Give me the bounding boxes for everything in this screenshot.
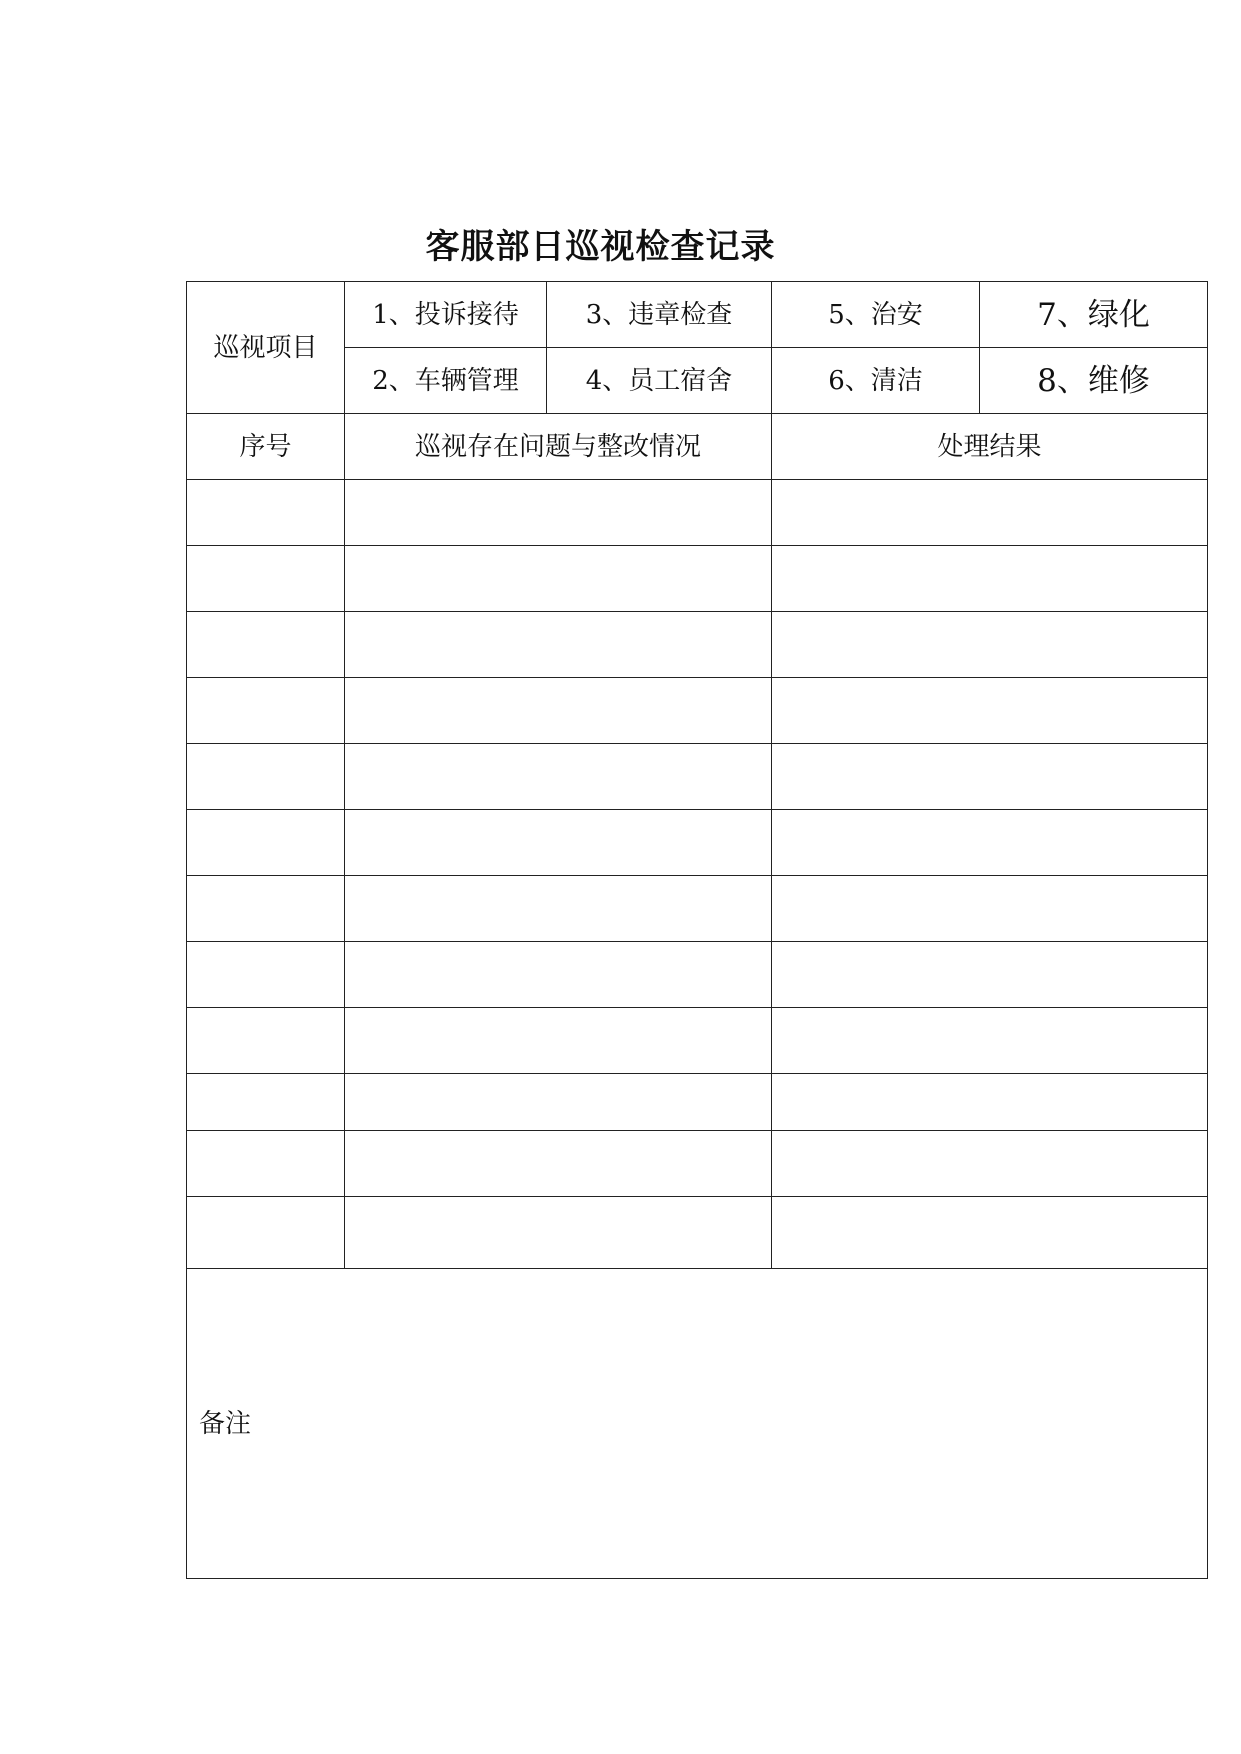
record-result-cell[interactable] [772, 1131, 1208, 1197]
patrol-item-cleaning: 6、清洁 [772, 348, 980, 414]
table-row [187, 546, 1208, 612]
table-row [187, 942, 1208, 1008]
record-issues-cell[interactable] [345, 810, 772, 876]
column-header-result: 处理结果 [772, 414, 1208, 480]
patrol-items-row-1 [187, 282, 1208, 348]
table-row [187, 810, 1208, 876]
record-number-cell[interactable] [187, 1131, 345, 1197]
record-result-cell[interactable] [772, 744, 1208, 810]
record-issues-cell[interactable] [345, 678, 772, 744]
record-issues-cell[interactable] [345, 1131, 772, 1197]
table-row [187, 1008, 1208, 1074]
patrol-item-staff-dormitory: 4、员工宿舍 [547, 348, 772, 414]
record-number-cell[interactable] [187, 546, 345, 612]
patrol-items-label: 巡视项目 [187, 282, 345, 414]
remarks-row [187, 1269, 1208, 1579]
record-result-cell[interactable] [772, 1197, 1208, 1269]
patrol-item-security: 5、治安 [772, 282, 980, 348]
record-issues-cell[interactable] [345, 942, 772, 1008]
table-row [187, 1074, 1208, 1131]
table-row [187, 1197, 1208, 1269]
table-row [187, 678, 1208, 744]
record-result-cell[interactable] [772, 942, 1208, 1008]
record-result-cell[interactable] [772, 810, 1208, 876]
record-number-cell[interactable] [187, 942, 345, 1008]
patrol-item-violation-inspection: 3、违章检查 [547, 282, 772, 348]
remarks-label: 备注 [199, 1408, 252, 1439]
record-result-cell[interactable] [772, 678, 1208, 744]
record-number-cell[interactable] [187, 1197, 345, 1269]
table-row [187, 612, 1208, 678]
record-result-cell[interactable] [772, 1074, 1208, 1131]
table-row [187, 744, 1208, 810]
column-header-number: 序号 [187, 414, 345, 480]
record-number-cell[interactable] [187, 744, 345, 810]
patrol-item-greening: 7、绿化 [980, 282, 1208, 348]
record-result-cell[interactable] [772, 480, 1208, 546]
record-issues-cell[interactable] [345, 612, 772, 678]
table-header-row [187, 414, 1208, 480]
record-number-cell[interactable] [187, 1008, 345, 1074]
record-issues-cell[interactable] [345, 744, 772, 810]
patrol-item-vehicle-management: 2、车辆管理 [345, 348, 547, 414]
record-result-cell[interactable] [772, 546, 1208, 612]
record-number-cell[interactable] [187, 1074, 345, 1131]
patrol-item-complaint-reception: 1、投诉接待 [345, 282, 547, 348]
page-title: 客服部日巡视检查记录 [425, 227, 776, 267]
patrol-item-maintenance: 8、维修 [980, 348, 1208, 414]
record-number-cell[interactable] [187, 810, 345, 876]
table-row [187, 1131, 1208, 1197]
record-number-cell[interactable] [187, 678, 345, 744]
record-issues-cell[interactable] [345, 1074, 772, 1131]
record-number-cell[interactable] [187, 612, 345, 678]
record-result-cell[interactable] [772, 876, 1208, 942]
patrol-record-table [186, 281, 1208, 1579]
record-result-cell[interactable] [772, 1008, 1208, 1074]
table-row [187, 480, 1208, 546]
record-issues-cell[interactable] [345, 876, 772, 942]
record-number-cell[interactable] [187, 480, 345, 546]
record-result-cell[interactable] [772, 612, 1208, 678]
remarks-cell[interactable] [187, 1269, 1208, 1579]
record-issues-cell[interactable] [345, 1008, 772, 1074]
record-issues-cell[interactable] [345, 1197, 772, 1269]
table-row [187, 876, 1208, 942]
record-issues-cell[interactable] [345, 480, 772, 546]
column-header-issues: 巡视存在问题与整改情况 [345, 414, 772, 480]
record-number-cell[interactable] [187, 876, 345, 942]
record-issues-cell[interactable] [345, 546, 772, 612]
